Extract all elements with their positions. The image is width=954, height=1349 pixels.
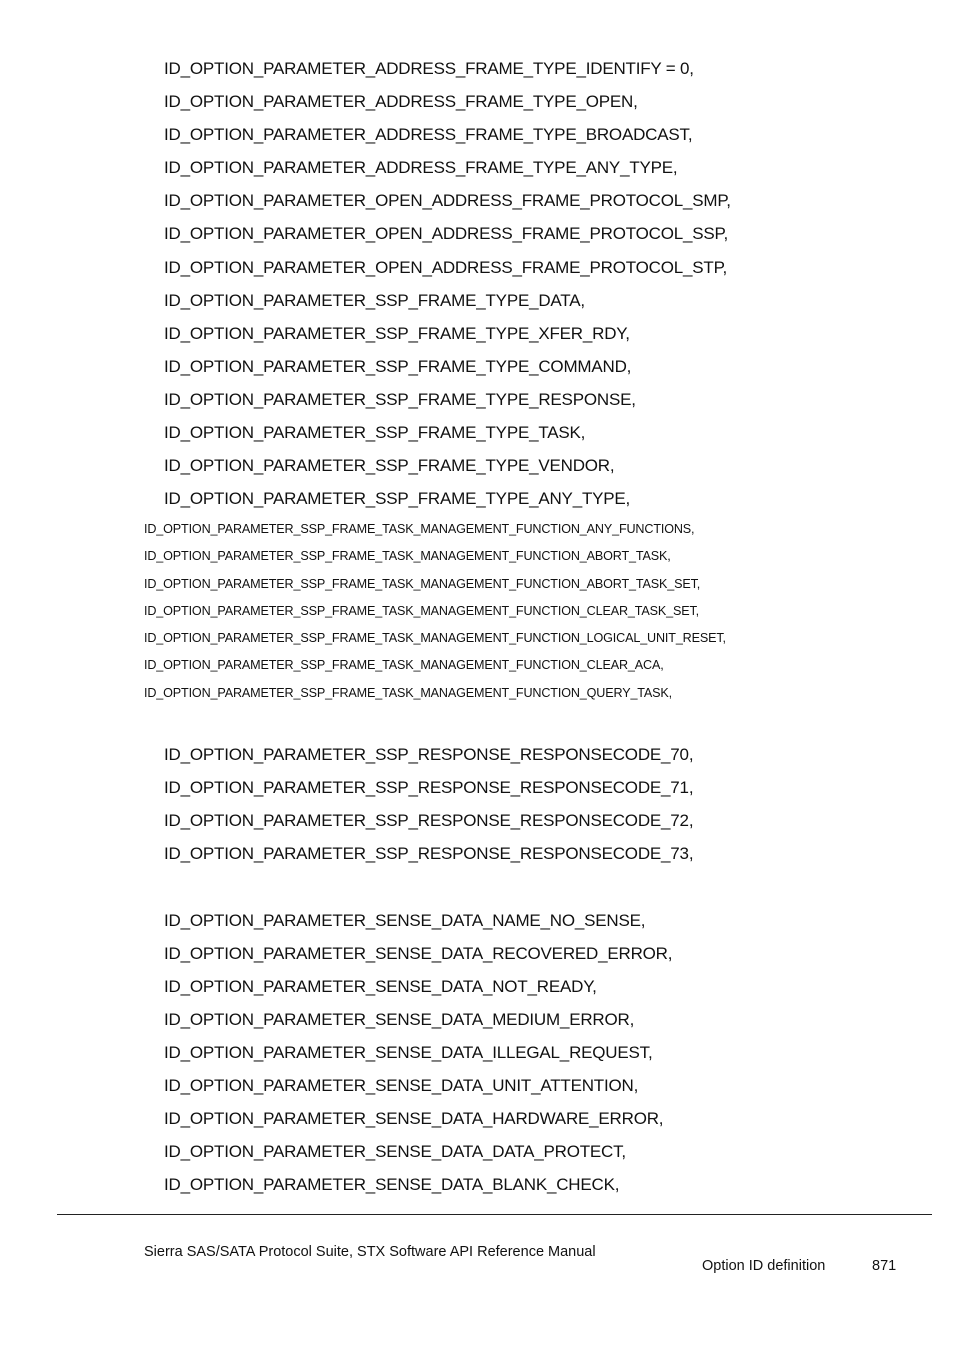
response-code-option-list [164, 742, 693, 874]
option-line: ID_OPTION_PARAMETER_SSP_FRAME_TYPE_DATA, [164, 290, 585, 310]
footer-section-name: Option ID definition [702, 1258, 826, 1274]
option-line: ID_OPTION_PARAMETER_SSP_FRAME_TYPE_RESPONSE, [164, 389, 636, 409]
option-line: ID_OPTION_PARAMETER_SENSE_DATA_BLANK_CHECK, [164, 1175, 620, 1194]
option-line: ID_OPTION_PARAMETER_ADDRESS_FRAME_TYPE_BROADCAST, [164, 125, 693, 145]
option-line: ID_OPTION_PARAMETER_SSP_FRAME_TASK_MANAGEMENT_FUNCTION_ANY_FUNCTIONS, [144, 522, 695, 536]
option-line: ID_OPTION_PARAMETER_ADDRESS_FRAME_TYPE_OPEN, [164, 92, 638, 112]
footer-manual-title: Sierra SAS/SATA Protocol Suite, STX Software API Reference Manual [144, 1244, 596, 1260]
option-line: ID_OPTION_PARAMETER_OPEN_ADDRESS_FRAME_PROTOCOL_SMP, [164, 191, 731, 211]
option-line: ID_OPTION_PARAMETER_SSP_FRAME_TASK_MANAGEMENT_FUNCTION_CLEAR_ACA, [144, 658, 664, 673]
address-frame-and-ssp-option-list [164, 56, 731, 519]
option-line: ID_OPTION_PARAMETER_SSP_RESPONSE_RESPONSECODE_70, [164, 745, 694, 764]
option-line: ID_OPTION_PARAMETER_ADDRESS_FRAME_TYPE_ANY_TYPE, [164, 158, 678, 178]
option-line: ID_OPTION_PARAMETER_SSP_RESPONSE_RESPONSECODE_73, [164, 844, 694, 863]
option-line: ID_OPTION_PARAMETER_SENSE_DATA_NAME_NO_SENSE, [164, 911, 646, 930]
option-line: ID_OPTION_PARAMETER_SSP_FRAME_TASK_MANAGEMENT_FUNCTION_ABORT_TASK_SET, [144, 576, 701, 591]
option-line: ID_OPTION_PARAMETER_SSP_FRAME_TASK_MANAGEMENT_FUNCTION_CLEAR_TASK_SET, [144, 603, 699, 618]
option-line: ID_OPTION_PARAMETER_SSP_FRAME_TYPE_XFER_RDY, [164, 323, 630, 343]
option-line: ID_OPTION_PARAMETER_OPEN_ADDRESS_FRAME_PROTOCOL_SSP, [164, 224, 728, 244]
option-line: ID_OPTION_PARAMETER_OPEN_ADDRESS_FRAME_PROTOCOL_STP, [164, 257, 728, 277]
option-line: ID_OPTION_PARAMETER_ADDRESS_FRAME_TYPE_IDENTIFY = 0, [164, 59, 694, 78]
option-line: ID_OPTION_PARAMETER_SENSE_DATA_MEDIUM_ERROR, [164, 1010, 635, 1029]
option-line: ID_OPTION_PARAMETER_SENSE_DATA_DATA_PROTECT, [164, 1142, 626, 1161]
option-line: ID_OPTION_PARAMETER_SSP_FRAME_TASK_MANAGEMENT_FUNCTION_LOGICAL_UNIT_RESET, [144, 631, 726, 646]
option-line: ID_OPTION_PARAMETER_SSP_RESPONSE_RESPONSECODE_72, [164, 811, 694, 830]
sense-data-option-list [164, 908, 672, 1205]
option-line: ID_OPTION_PARAMETER_SSP_FRAME_TASK_MANAGEMENT_FUNCTION_QUERY_TASK, [144, 685, 673, 700]
option-line: ID_OPTION_PARAMETER_SENSE_DATA_RECOVERED_ERROR, [164, 944, 673, 963]
option-line: ID_OPTION_PARAMETER_SENSE_DATA_UNIT_ATTENTION, [164, 1076, 639, 1095]
option-line: ID_OPTION_PARAMETER_SSP_FRAME_TASK_MANAGEMENT_FUNCTION_ABORT_TASK, [144, 549, 671, 564]
option-line: ID_OPTION_PARAMETER_SSP_RESPONSE_RESPONSECODE_71, [164, 778, 694, 797]
option-line: ID_OPTION_PARAMETER_SENSE_DATA_ILLEGAL_REQUEST, [164, 1043, 653, 1062]
option-line: ID_OPTION_PARAMETER_SSP_FRAME_TYPE_TASK, [164, 423, 586, 443]
task-management-option-list [144, 519, 726, 710]
option-line: ID_OPTION_PARAMETER_SSP_FRAME_TYPE_VENDOR, [164, 456, 615, 476]
option-line: ID_OPTION_PARAMETER_SENSE_DATA_HARDWARE_ERROR, [164, 1109, 664, 1128]
footer-page-number: 871 [872, 1258, 897, 1274]
option-line: ID_OPTION_PARAMETER_SSP_FRAME_TYPE_COMMAND, [164, 356, 632, 376]
footer-divider [57, 1214, 932, 1215]
option-line: ID_OPTION_PARAMETER_SSP_FRAME_TYPE_ANY_TYPE, [164, 489, 631, 509]
option-line: ID_OPTION_PARAMETER_SENSE_DATA_NOT_READY, [164, 977, 597, 996]
